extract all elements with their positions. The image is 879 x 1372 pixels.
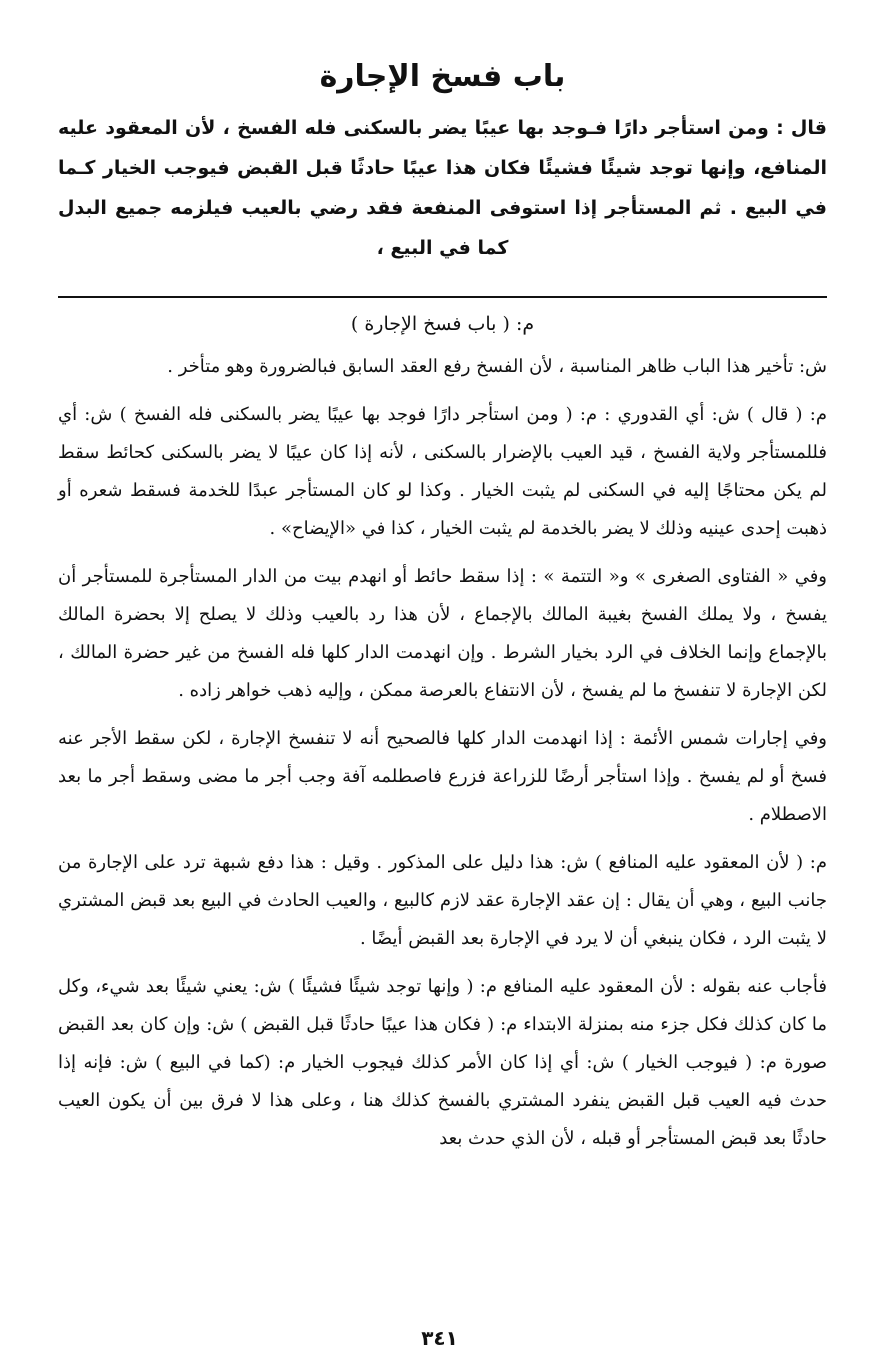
matn-text: قال : ومن استأجر دارًا فـوجد بها عيبًا يضر بالسكنى فله الفسخ ، لأن المعقود عليه المنافع، وإنها توجد شيئًا فشيئًا فكان هذا عيبًا حادثًا قبل القبض فيوجب الخيار كـما في البيع . ثم المستأجر إذا استوفى المنفعة فقد رضي بالعيب فيلزمه جميع البدل كما في البيع ، <box>58 117 827 259</box>
commentary-paragraph: وفي إجارات شمس الأئمة : إذا انهدمت الدار كلها فالصحيح أنه لا تنفسخ الإجارة ، لكن سقط الأجر عنه فسخ أو لم يفسخ . وإذا استأجر أرضًا للزراعة فزرع فاصطلمه آفة وجب أجر ما مضى وسقط أجر ما بعد الاصطلام . <box>58 728 827 825</box>
page-body <box>58 38 827 1168</box>
commentary <box>58 304 827 1158</box>
commentary-paragraph: م: ( لأن المعقود عليه المنافع ) ش: هذا دليل على المذكور . وقيل : هذا دفع شبهة ترد على الإجارة من جانب البيع ، وهي أن يقال : إن عقد الإجارة عقد لازم كالبيع ، والعيب الحادث في البيع بعد قبض المشتري لا يثبت الرد ، فكان ينبغي أن لا يرد في الإجارة بعد القبض أيضًا . <box>58 852 827 949</box>
commentary-paragraph: وفي « الفتاوى الصغرى » و« التتمة » : إذا سقط حائط أو انهدم بيت من الدار المستأجرة للمستأجر أن يفسخ ، ولا يملك الفسخ بغيبة المالك بالإجماع ، لأن هذا رد بالعيب وذلك لا يصلح إلا بحضرة المالك بالإجماع وإنما الخلاف في الرد بخيار الشرط . وإن انهدمت الدار كلها فله الفسخ من غير حضرة المالك ، لكن الإجارة لا تنفسخ ما لم يفسخ ، لأن الانتفاع بالعرصة ممكن ، وإليه ذهب خواهر زاده . <box>58 566 827 701</box>
commentary-paragraph: فأجاب عنه بقوله : لأن المعقود عليه المنافع م: ( وإنها توجد شيئًا فشيئًا ) ش: يعني شيئًا بعد شيء، وكل ما كان كذلك فكل جزء منه بمنزلة الابتداء م: ( فكان هذا عيبًا حادثًا قبل القبض ) ش: وإن كان بعد القبض صورة م: ( فيوجب الخيار ) ش: أي إذا كان الأمر كذلك فيجوب الخيار م: (كما في البيع ) ش: فإنه إذا حدث فيه العيب قبل القبض ينفرد المشتري بالفسخ كذلك هنا ، وعلى هذا لا فرق بين أن يكون العيب حادثًا بعد قبض المستأجر أو قبله ، لأن الذي حدث بعد <box>58 976 828 1149</box>
separator-line <box>58 296 827 298</box>
chapter-title: باب فسخ الإجارة <box>319 59 566 94</box>
page-number: ٣٤١ <box>421 1326 458 1350</box>
commentary-paragraph: م: ( قال ) ش: أي القدوري : م: ( ومن استأجر دارًا فوجد بها عيبًا يضر بالسكنى فله الفسخ ) ش: أي فللمستأجر ولاية الفسخ ، قيد العيب بالإضرار بالسكنى ، لأنه إذا كان عيبًا لا يضر بالسكنى كحائط سقط لم يكن محتاجًا إليه في السكنى لم يثبت الخيار . وكذا لو كان المستأجر عبدًا للخدمة فسقط شعره أو ذهبت إحدى عينيه وذلك لا يضر بالخدمة لم يثبت الخيار ، كذا في «الإيضاح» . <box>58 404 827 539</box>
commentary-paragraph: ش: تأخير هذا الباب ظاهر المناسبة ، لأن الفسخ رفع العقد السابق فبالضرورة وهو متأخر . <box>167 356 827 377</box>
commentary-title: م: ( باب فسخ الإجارة ) <box>350 313 535 335</box>
